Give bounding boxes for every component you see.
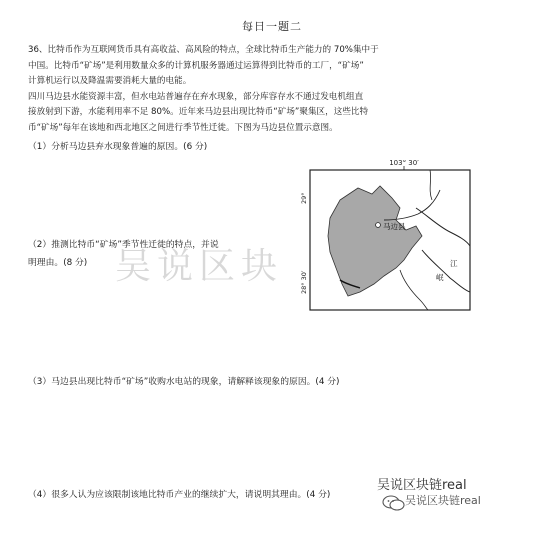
page-title: 每日一题二 [242, 20, 302, 33]
intro-line: 中国。比特币“矿场”是利用数量众多的计算机服务器通过运算得到比特币的工厂，“矿场” [28, 60, 364, 71]
lon-label: 103° 30′ [389, 160, 419, 167]
intro-line: 接放射到下游，水能利用率不足 80%。近年来马边县出现比特币“矿场”聚集区，这些比特 [28, 107, 369, 117]
lat-bottom-label: 28° 30′ [300, 270, 308, 294]
channel-watermark-sub: 吴说区块链real [405, 494, 481, 507]
question-3: （3）马边县出现比特币“矿场”收购水电站的现象，请解释该现象的原因。(4 分) [28, 377, 340, 387]
intro-line: 计算机运行以及降温需要消耗大量的电能。 [28, 76, 192, 86]
intro-line: 币“矿场”每年在该地和西北地区之间进行季节性迁徙。下图为马边县位置示意图。 [28, 122, 338, 133]
location-map [300, 160, 480, 320]
question-intro [28, 43, 508, 136]
watermark-text: 吴说区块 [115, 246, 284, 287]
river-label-1: 江 [450, 259, 458, 268]
question-1: （1）分析马边县弃水现象普遍的原因。(6 分) [28, 142, 208, 152]
county-label: 马边县 [383, 222, 406, 231]
river-label-2: 岷 [436, 273, 444, 282]
question-4: （4）很多人认为应该限制该地比特币产业的继续扩大，请说明其理由。(4 分) [28, 490, 331, 500]
channel-watermark: 吴说区块链real [377, 478, 467, 493]
intro-line: 36、比特币作为互联网货币具有高收益、高风险的特点，全球比特币生产能力的 70%集中于 [28, 45, 379, 55]
intro-line: 四川马边县水能资源丰富，但水电站普遍存在弃水现象，部分库容存水不通过发电机组直 [28, 91, 364, 102]
question-2-line2: 明理由。(8 分) [28, 258, 88, 268]
question-2-line1: （2）推测比特币“矿场”季节性迁徙的特点，并说 [28, 240, 219, 250]
county-seat-marker [376, 223, 381, 228]
lat-top-label: 29° [300, 192, 308, 204]
wechat-logo-icon [382, 494, 406, 512]
